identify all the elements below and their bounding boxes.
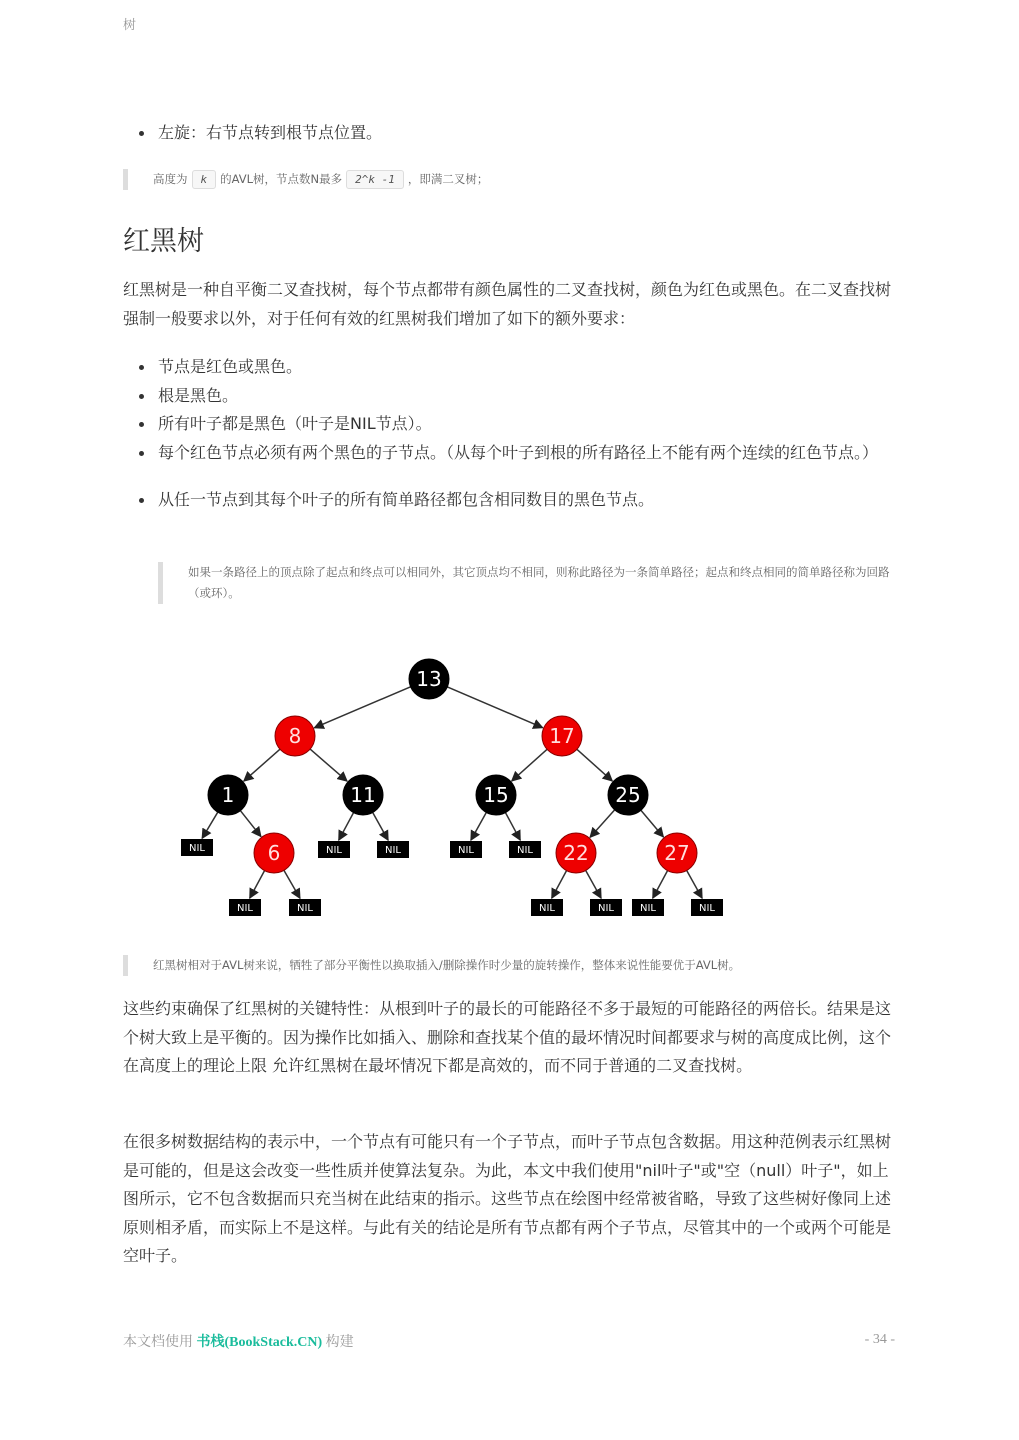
nil-leaf [531, 899, 563, 916]
tree-node [254, 833, 294, 873]
node-label: NIL [296, 903, 314, 914]
tree-edge [373, 812, 388, 840]
node-label: 27 [664, 841, 690, 865]
tree-node [542, 716, 582, 756]
paragraph: 在很多树数据结构的表示中，一个节点有可能只有一个子节点，而叶子节点包含数据。用这种范例表示红黑树是可能的，但是这会改变一些性质并使算法复杂。为此，本文中我们使用"nil叶子"或"空（null）叶子"，如上图所示，它不包含数据而只充当树在此结束的指示。这些节点在绘图中经常被省略，导致了这些树好像同上述原则相矛盾，而实际上不是这样。与此有关的结论是所有节点都有两个子节点，尽管其中的一个或两个可能是空叶子。 [123, 1132, 892, 1265]
node-label: NIL [597, 903, 615, 914]
tree-edge [202, 812, 218, 838]
inline-code: k [192, 170, 217, 189]
node-label: 22 [563, 841, 589, 865]
node-label: NIL [538, 903, 556, 914]
node-label: 8 [288, 724, 302, 748]
node-label: 6 [267, 841, 281, 865]
list-item: 所有叶子都是黑色（叶子是NIL节点）。 [123, 410, 893, 439]
tree-node [275, 716, 315, 756]
tree-edge [505, 813, 520, 841]
tree-node [409, 659, 449, 699]
tree-edge [586, 870, 601, 898]
nil-leaf [377, 841, 409, 858]
list-item: 根是黑色。 [123, 382, 893, 411]
tree-node [608, 775, 648, 815]
tree-node [343, 775, 383, 815]
page-number: - 34 - [864, 1332, 895, 1347]
node-label: 17 [549, 724, 575, 748]
note-text: 高度为 [153, 172, 188, 186]
tree-edge [244, 749, 280, 781]
node-label: 25 [615, 783, 641, 807]
nil-leaf [229, 899, 261, 916]
tree-edge [284, 870, 300, 898]
tree-edge [590, 810, 615, 837]
intro-paragraph: 红黑树是一种自平衡二叉查找树，每个节点都带有颜色属性的二叉查找树，颜色为红色或黑色。在二叉查找树强制一般要求以外，对于任何有效的红黑树我们增加了如下的额外要求： [123, 280, 892, 328]
node-label: NIL [325, 845, 343, 856]
tree-edge [314, 687, 410, 728]
node-label: 11 [350, 783, 376, 807]
node-label: NIL [698, 903, 716, 914]
tree-node [476, 775, 516, 815]
tree-note: 红黑树相对于AVL树来说，牺牲了部分平衡性以换取插入/删除操作时少量的旋转操作，整体来说性能要优于AVL树。 [123, 955, 893, 976]
node-label: 13 [416, 667, 442, 691]
tree-node [556, 833, 596, 873]
nil-leaf [181, 839, 213, 856]
tree-edge [641, 810, 664, 837]
nil-leaf [691, 899, 723, 916]
tree-node [208, 775, 248, 815]
nil-leaf [590, 899, 622, 916]
tree-edge [577, 749, 612, 781]
node-label: NIL [639, 903, 657, 914]
list-item: 节点是红色或黑色。 [123, 353, 893, 382]
list-item: 左旋：右节点转到根节点位置。 [123, 119, 893, 148]
tree-node [657, 833, 697, 873]
note-text: 的AVL树，节点数N最多 [220, 172, 343, 186]
nil-leaf [450, 841, 482, 858]
bookstack-link[interactable]: 书栈(BookStack.CN) [196, 1335, 323, 1350]
list-item: 每个红色节点必须有两个黑色的子节点。（从每个叶子到根的所有路径上不能有两个连续的红色节点。） [123, 439, 893, 468]
tree-edge [653, 871, 668, 899]
tree-edge [310, 749, 347, 781]
nil-leaf [509, 841, 541, 858]
inline-code: 2^k -1 [346, 170, 404, 189]
node-label: NIL [516, 845, 534, 856]
section-title: 红黑树 [123, 226, 204, 257]
tree-edge [471, 812, 486, 840]
footer-text: 本文档使用 [123, 1335, 193, 1350]
node-label: 15 [483, 783, 509, 807]
tree-edge [447, 687, 542, 728]
nil-leaf [318, 841, 350, 858]
list-item: 从任一节点到其每个叶子的所有简单路径都包含相同数目的黑色节点。 [123, 486, 893, 515]
node-label: NIL [188, 843, 206, 854]
note-text: ，即满二叉树； [407, 172, 489, 186]
footer [123, 1331, 354, 1351]
node-label: NIL [236, 903, 254, 914]
paragraph: 这些约束确保了红黑树的关键特性：从根到叶子的最长的可能路径不多于最短的可能路径的两倍长。结果是这个树大致上是平衡的。因为操作比如插入、删除和查找某个值的最坏情况时间都要求与树的高度成比例，这个在高度上的理论上限 允许红黑树在最坏情况下都是高效的，而不同于普通的二叉查找树。 [123, 999, 892, 1075]
tree-edge [339, 813, 354, 841]
node-label: NIL [384, 845, 402, 856]
tree-edge [250, 871, 265, 899]
tree-edge [240, 811, 261, 837]
footer-text: 构建 [325, 1335, 354, 1350]
tree-edge [552, 871, 567, 899]
nil-leaf [632, 899, 664, 916]
page-header: 树 [123, 18, 137, 33]
tree-edge [687, 870, 702, 898]
nil-leaf [289, 899, 321, 916]
tree-edge [512, 749, 547, 781]
path-note: 如果一条路径上的顶点除了起点和终点可以相同外，其它顶点均不相同，则称此路径为一条简单路径；起点和终点相同的简单路径称为回路（或环）。 [158, 562, 893, 604]
node-label: NIL [457, 845, 475, 856]
node-label: 1 [221, 783, 235, 807]
